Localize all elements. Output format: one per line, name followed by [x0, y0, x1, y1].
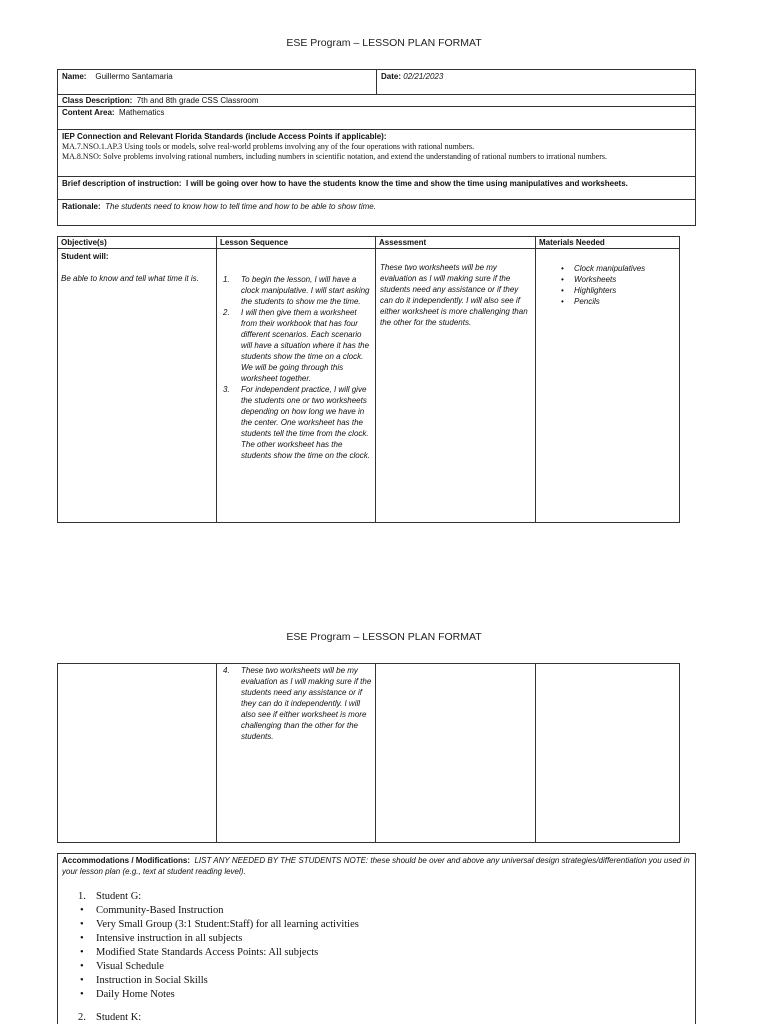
- list-item: • Visual Schedule: [78, 960, 678, 974]
- page-title-1: ESE Program – LESSON PLAN FORMAT: [286, 37, 482, 49]
- accommodations-note: LIST ANY NEEDED BY THE STUDENTS NOTE: these should be over and above any universal design strategies/differentiation you used in your lesson plan (e.g., text at student reading level).: [62, 856, 690, 876]
- date-row: [381, 71, 691, 82]
- brief-description-row: [62, 178, 692, 189]
- divider: [375, 236, 376, 523]
- divider: [57, 129, 696, 130]
- date-value: 02/21/2023: [403, 72, 444, 81]
- class-description-value: 7th and 8th grade CSS Classroom: [136, 96, 259, 105]
- accommodations-heading: [62, 855, 692, 877]
- lesson-sequence-cell-continued: [223, 665, 372, 742]
- divider: [216, 663, 217, 843]
- header-assessment: Assessment: [379, 238, 427, 247]
- divider: [57, 176, 696, 177]
- assessment-text: These two worksheets will be my evaluation as I will making sure if the students need any assistance or if they can do it independently. I will also see if either worksheet is more challenging than the other for the students.: [380, 263, 528, 327]
- materials-list: [558, 263, 676, 307]
- iep-section: [62, 131, 692, 162]
- divider: [535, 236, 536, 523]
- divider: [57, 199, 696, 200]
- list-item: • Worksheets: [558, 274, 676, 285]
- content-area-value: Mathematics: [119, 108, 165, 117]
- brief-description-label: Brief description of instruction:: [62, 179, 182, 188]
- sequence-step: 3. For independent practice, I will give the students one or two worksheets depending on how long we have in the center. One worksheet has the students tell the time from the clock. The other worksheet has the students show the time on the clock.: [223, 385, 370, 460]
- iep-standard-2: MA.8.NSO: Solve problems involving rational numbers, including numbers in scientific notation, and extend the understanding of rational numbers to irrational numbers.: [62, 152, 608, 161]
- class-description-row: [62, 95, 692, 106]
- divider: [57, 248, 680, 249]
- page-title-2: ESE Program – LESSON PLAN FORMAT: [286, 631, 482, 643]
- student-will-label: Student will:: [61, 252, 109, 261]
- iep-standard-1: MA.7.NSO.1.AP.3 Using tools or models, solve real-world problems involving any of the four operations with rational numbers.: [62, 142, 475, 151]
- objective-text: Be able to know and tell what time it is.: [61, 274, 199, 283]
- divider: [376, 69, 377, 95]
- list-item: • Daily Home Notes: [78, 988, 678, 1002]
- brief-description-value: I will be going over how to have the students know the time and show the time using manipulatives and worksheets.: [186, 179, 628, 188]
- rationale-value: The students need to know how to tell time and how to be able to show time.: [105, 202, 376, 211]
- list-item: • Modified State Standards Access Points: All subjects: [78, 946, 678, 960]
- lesson-sequence-cell: [223, 274, 372, 461]
- student-heading: 1. Student G:: [78, 891, 142, 902]
- list-item: • Intensive instruction in all subjects: [78, 932, 678, 946]
- header-materials: Materials Needed: [539, 238, 605, 247]
- list-item: • Pencils: [558, 296, 676, 307]
- header-objectives: Objective(s): [61, 238, 107, 247]
- iep-heading: IEP Connection and Relevant Florida Standards (include Access Points if applicable):: [62, 132, 387, 141]
- student-g-section: [78, 890, 678, 1024]
- header-lesson-sequence: Lesson Sequence: [220, 238, 289, 247]
- divider: [535, 663, 536, 843]
- divider: [216, 236, 217, 523]
- student-heading: 2. Student K:: [78, 1012, 142, 1023]
- rationale-row: [62, 201, 692, 212]
- name-label: Name:: [62, 72, 87, 81]
- list-item: • Highlighters: [558, 285, 676, 296]
- sequence-step: 2. I will then give them a worksheet from their workbook that has four different scenarios. Each scenario will have a situation where it has the students show the time on a clock. We will be going through this worksheet together.: [223, 308, 370, 383]
- name-row: [62, 71, 372, 82]
- list-item: • Instruction in Social Skills: [78, 974, 678, 988]
- name-value: Guillermo Santamaria: [95, 72, 173, 81]
- rationale-label: Rationale:: [62, 202, 101, 211]
- sequence-step: 4. These two worksheets will be my evaluation as I will making sure if the students need any assistance or if they can do it independently. I will also see if either worksheet is more challenging than the other for the students.: [223, 666, 372, 741]
- class-description-label: Class Description:: [62, 96, 133, 105]
- list-item: • Very Small Group (3:1 Student:Staff) for all learning activities: [78, 918, 678, 932]
- accommodations-label: Accommodations / Modifications:: [62, 856, 191, 865]
- divider: [375, 663, 376, 843]
- content-area-row: [62, 107, 692, 118]
- sequence-step: 1. To begin the lesson, I will have a clock manipulative. I will start asking the students to show me the time.: [223, 275, 370, 306]
- content-area-label: Content Area:: [62, 108, 115, 117]
- date-label: Date:: [381, 72, 402, 81]
- list-item: • Clock manipulatives: [558, 263, 676, 274]
- objective-cell: [61, 251, 213, 284]
- list-item: • Community-Based Instruction: [78, 904, 678, 918]
